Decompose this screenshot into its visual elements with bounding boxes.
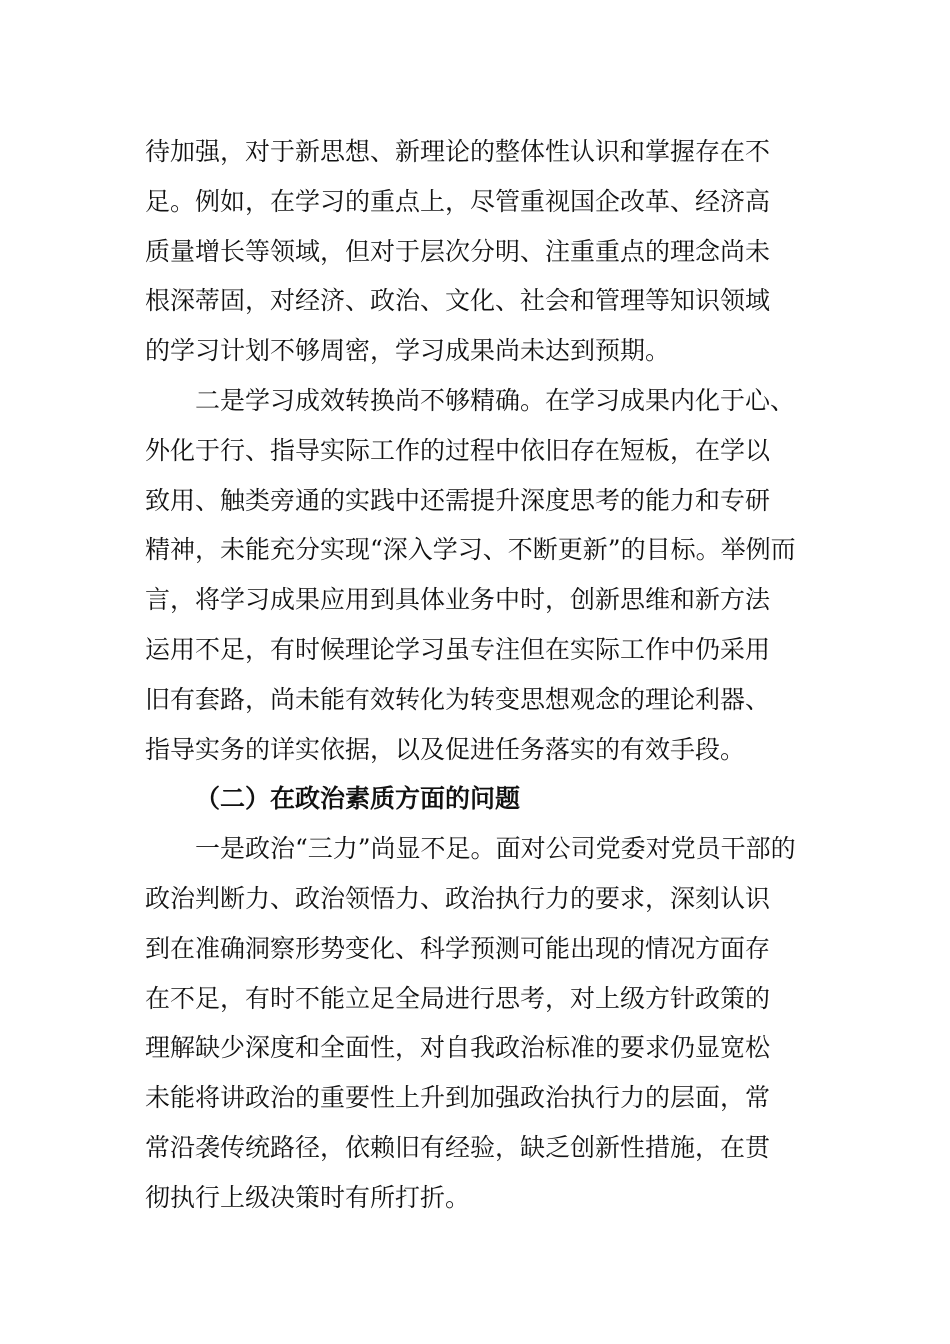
paragraph-line: 足。例如，在学习的重点上，尽管重视国企改革、经济高 [145,186,771,216]
paragraph-line: 未能将讲政治的重要性上升到加强政治执行力的层面，常 [145,1083,771,1113]
paragraph-line: 彻执行上级决策时有所打折。 [145,1182,471,1212]
paragraph-line: 运用不足，有时候理论学习虽专注但在实际工作中仍采用 [145,634,771,664]
paragraph-line: 质量增长等领域，但对于层次分明、注重重点的理念尚未 [145,236,771,266]
paragraph-line: 一是政治“三力”尚显不足。面对公司党委对党员干部的 [195,834,796,864]
paragraph-line: 理解缺少深度和全面性，对自我政治标准的要求仍显宽松 [145,1033,771,1063]
paragraph-line: 精神，未能充分实现“深入学习、不断更新”的目标。举例而 [145,535,796,565]
paragraph-line: 到在准确洞察形势变化、科学预测可能出现的情况方面存 [145,933,771,963]
paragraph-line: 待加强，对于新思想、新理论的整体性认识和掌握存在不 [145,137,771,166]
paragraph-line: 在不足，有时不能立足全局进行思考，对上级方针政策的 [145,983,771,1013]
paragraph-line: 政治判断力、政治领悟力、政治执行力的要求，深刻认识 [145,883,771,913]
document-body [145,127,810,1223]
paragraph-line: 指导实务的详实依据，以及促进任务落实的有效手段。 [145,734,746,764]
paragraph-line: 致用、触类旁通的实践中还需提升深度思考的能力和专研 [145,485,771,515]
paragraph-line: 外化于行、指导实际工作的过程中依旧存在短板，在学以 [145,435,771,465]
paragraph-line: 言，将学习成果应用到具体业务中时，创新思维和新方法 [145,585,771,615]
paragraph-line: 根深蒂固，对经济、政治、文化、社会和管理等知识领域 [145,286,771,316]
paragraph-line: 常沿袭传统路径，依赖旧有经验，缺乏创新性措施，在贯 [145,1132,771,1162]
section-heading: （二）在政治素质方面的问题 [195,784,521,814]
paragraph-line: 二是学习成效转换尚不够精确。在学习成果内化于心、 [195,385,796,415]
paragraph-line: 旧有套路，尚未能有效转化为转变思想观念的理论利器、 [145,684,771,714]
paragraph-line: 的学习计划不够周密，学习成果尚未达到预期。 [145,336,671,366]
